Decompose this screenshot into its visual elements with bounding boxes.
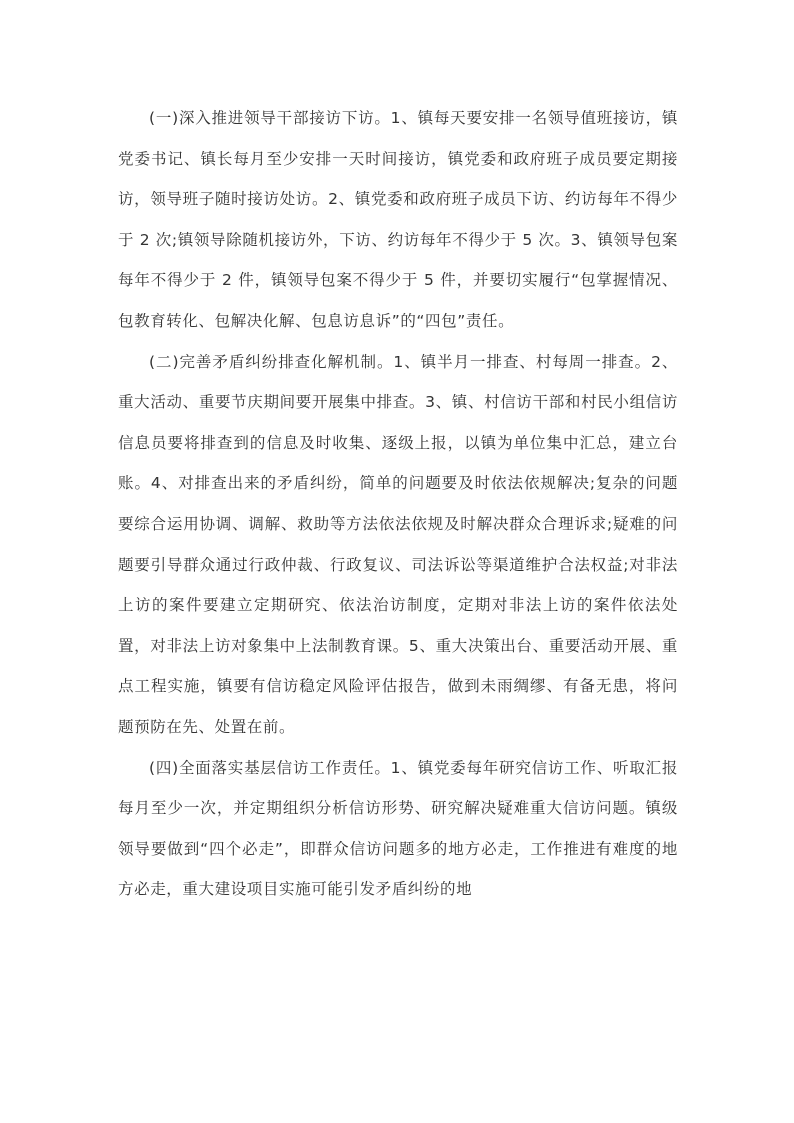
paragraph-leader-visits: (一)深入推进领导干部接访下访。1、镇每天要安排一名领导值班接访，镇党委书记、镇长每月至少安排一天时间接访，镇党委和政府班子成员要定期接访，领导班子随时接访处访。2、镇党委和政府班子成员下访、约访每年不得少于 2 次;镇领导除随机接访外，下访、约访每年不得少于 5 次。3、镇领导包案每年不得少于 2 件，镇领导包案不得少于 5 件，并要切实履行“包掌握情况、包教育转化、包解决化解、包息访息诉”的“四包”责任。 xyxy=(118,109,678,330)
document-body xyxy=(118,98,678,910)
paragraph-petition-responsibility: (四)全面落实基层信访工作责任。1、镇党委每年研究信访工作、听取汇报每月至少一次，并定期组织分析信访形势、研究解决疑难重大信访问题。镇级领导要做到“四个必走”，即群众信访问题多的地方必走，工作推进有难度的地方必走，重大建设项目实施可能引发矛盾纠纷的地 xyxy=(118,758,678,899)
paragraph-dispute-mechanism: (二)完善矛盾纠纷排查化解机制。1、镇半月一排查、村每周一排查。2、重大活动、重要节庆期间要开展集中排查。3、镇、村信访干部和村民小组信访信息员要将排查到的信息及时收集、逐级上报，以镇为单位集中汇总，建立台账。4、对排查出来的矛盾纠纷，简单的问题要及时依法依规解决;复杂的问题要综合运用协调、调解、救助等方法依法依规及时解决群众合理诉求;疑难的问题要引导群众通过行政仲裁、行政复议、司法诉讼等渠道维护合法权益;对非法上访的案件要建立定期研究、依法治访制度，定期对非法上访的案件依法处置，对非法上访对象集中上法制教育课。5、重大决策出台、重要活动开展、重点工程实施，镇要有信访稳定风险评估报告，做到未雨绸缪、有备无患，将问题预防在先、处置在前。 xyxy=(118,352,678,736)
